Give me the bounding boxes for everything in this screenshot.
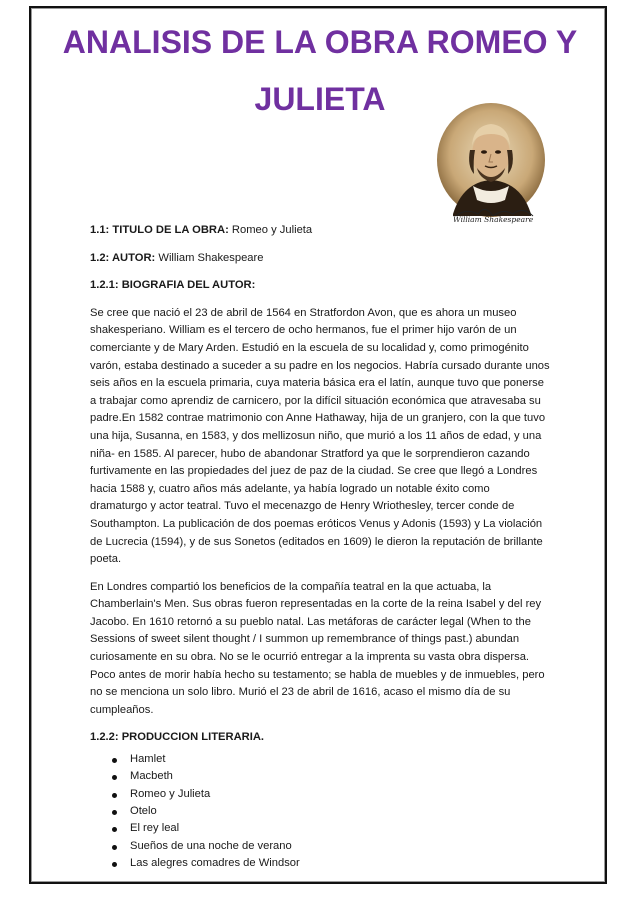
list-item: Otelo [90, 803, 550, 820]
bullet-icon [112, 758, 117, 763]
bullet-icon [112, 810, 117, 815]
autor-line [90, 250, 550, 268]
autor-value: William Shakespeare [158, 251, 264, 264]
titulo-line [90, 222, 550, 240]
list-item: Hamlet [90, 751, 550, 768]
bullet-icon [112, 775, 117, 780]
titulo-label: 1.1: TITULO DE LA OBRA: [90, 224, 229, 236]
biografia-paragraph-2: En Londres compartió los beneficios de la compañía teatral en la que actuaba, la Chamberlain's Men. Sus obras fueron representadas en la corte de la reina Isabel y del rey Jacobo. En 1610 retornó a su pueblo natal. Las metáforas de carácter legal (When to the Sessions of sweet silent thought / I summon up remembrance of things past.) abundan curiosamente en su obra. No se le ocurrió entregar a la imprenta su vasta obra dispersa. Poco antes de morir había hecho su testamento; se habla de muebles y de inmuebles, pero no se menciona un solo libro. Murió el 23 de abril de 1616, acaso el mismo día de su cumpleaños. [90, 580, 545, 716]
produccion-heading: 1.2.2: PRODUCCION LITERARIA. [90, 731, 265, 744]
list-item: Las alegres comadres de Windsor [90, 855, 550, 872]
list-item: Romeo y Julieta [90, 786, 550, 803]
bullet-icon [112, 793, 117, 798]
list-item: Macbeth [90, 768, 550, 785]
biografia-heading: 1.2.1: BIOGRAFIA DEL AUTOR: [90, 279, 256, 292]
bullet-icon [112, 845, 117, 850]
bullet-icon [112, 862, 117, 867]
autor-label: 1.2: AUTOR: [90, 251, 156, 264]
shakespeare-portrait [433, 104, 550, 236]
list-item: Sueños de una noche de verano [90, 838, 550, 855]
obras-list [90, 751, 550, 872]
document-title-line1: ANALISIS DE LA OBRA ROMEO Y [62, 24, 578, 60]
list-item: El rey leal [90, 820, 550, 837]
biografia-paragraph-1: Se cree que nació el 23 de abril de 1564 en Stratfordon Avon, que es ahora un museo shakesperiano. William es el tercero de ocho hermanos, fue el primer hijo varón de un comerciante y de Mary Arden. Estudió en la escuela de su localidad y, como primogénito varón, estaba destinado a suceder a su padre en los negocios. Habría cursado durante unos seis años en la escuela primaria, cuya materia básica era el latín, aunque tuvo que ponerse a trabajar como aprendiz de carnicero, por la difícil situación económica que atravesaba su padre.En 1582 contrae matrimonio con Anne Hathaway, hija de un granjero, con la que tuvo una hija, Susanna, en 1583, y dos mellizosun niño, que murió a los 11 años de edad, y una niña- en 1585. Al parecer, hubo de abandonar Stratford ya que le sorprendieron cazando furtivamente en las propiedades del juez de paz de la ciudad. Se cree que llegó a Londres hacia 1588 y, cuatro años más adelante, ya había logrado un notable éxito como dramaturgo y actor teatral. Tuvo el mecenazgo de Henry Wriothesley, tercer conde de Southampton. La publicación de dos poemas eróticos Venus y Adonis (1593) y La violación de Lucrecia (1594), y de sus Sonetos (editados en 1609) le dieron la reputación de brillante poeta. [90, 306, 550, 566]
document-title-line2: JULIETA [254, 81, 386, 117]
title-clip [31, 0, 601, 60]
titulo-value: Romeo y Julieta [231, 224, 313, 236]
bullet-icon [112, 827, 117, 832]
portrait-caption: William Shakespeare [453, 215, 534, 224]
document-body [90, 222, 550, 872]
